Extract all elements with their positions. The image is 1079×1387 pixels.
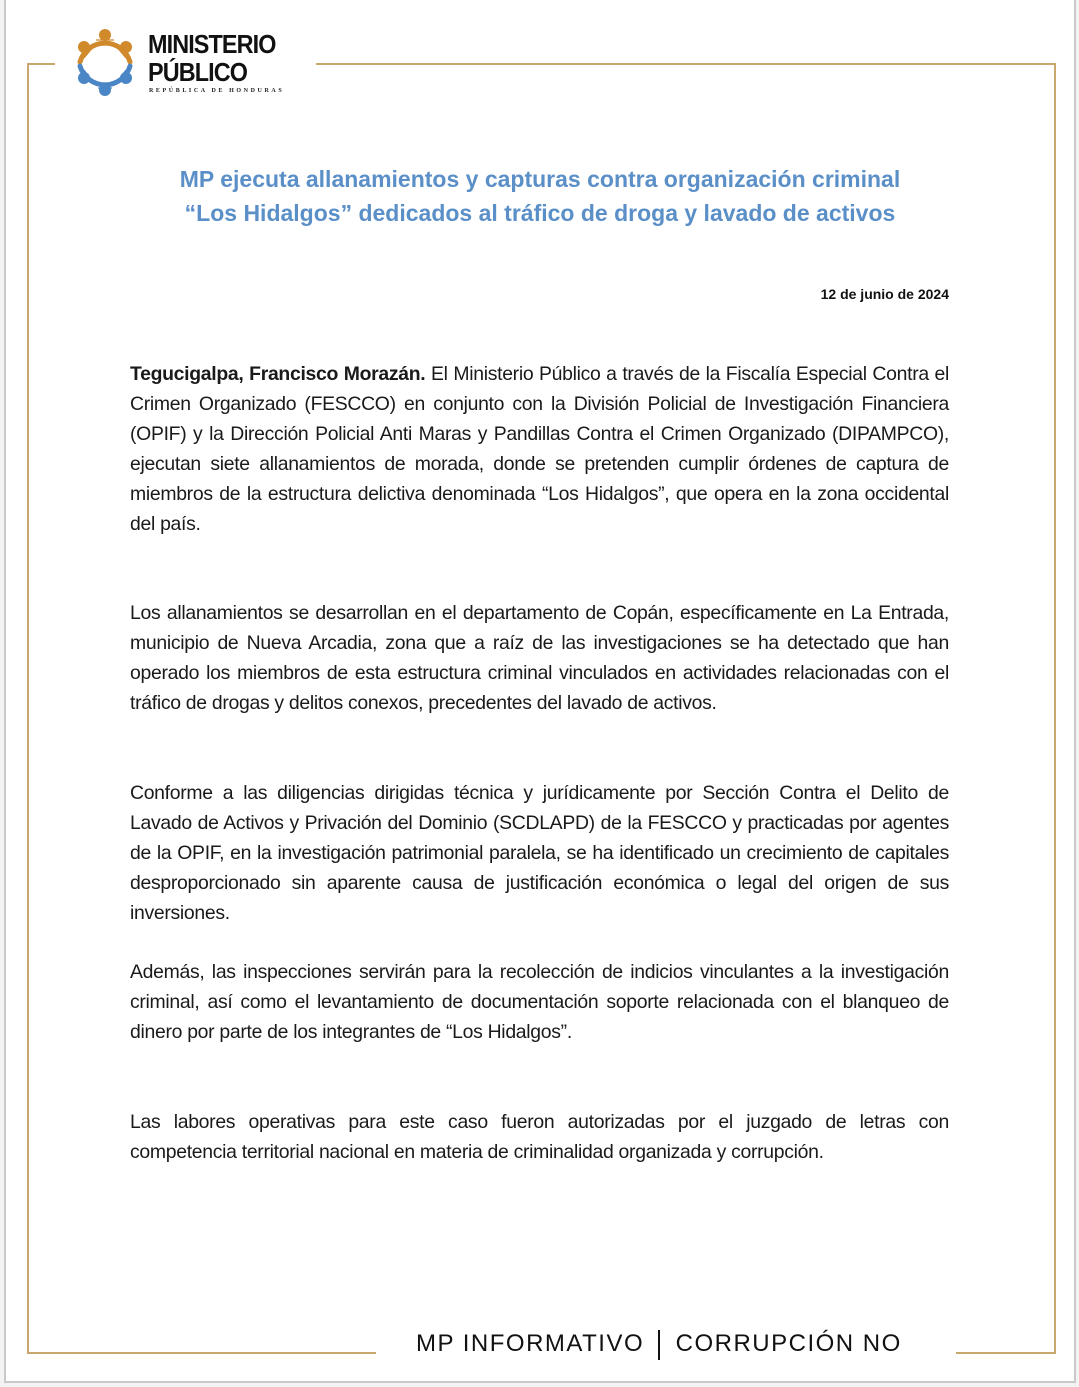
footer-left-text: MP INFORMATIVO	[416, 1330, 645, 1357]
paragraph-3: Conforme a las diligencias dirigidas técnica y jurídicamente por Sección Contra el Delito de Lavado de Activos y Privación del Dominio (SCDLAPD) de la FESCCO y practicadas por agentes de la OPIF, en la investigación patrimonial paralela, se ha identificado un crecimiento de capitales desproporcionado sin aparente causa de justificación económica o legal del origen de sus inversiones.	[130, 782, 949, 924]
frame-right-line	[1054, 63, 1056, 1354]
frame-top-left-line	[27, 63, 55, 65]
paragraph-lead: Tegucigalpa, Francisco Morazán.	[130, 363, 426, 385]
headline-line2: “Los Hidalgos” dedicados al tráfico de droga y lavado de activos	[184, 200, 896, 226]
paragraph-2: Los allanamientos se desarrollan en el departamento de Copán, específicamente en La Entrada, municipio de Nueva Arcadia, zona que a raíz de las investigaciones se ha detectado que han operado los miembros de esta estructura criminal vinculados en actividades relacionadas con el tráfico de drogas y delitos conexos, precedentes del lavado de activos.	[130, 602, 949, 714]
paragraph-1	[130, 359, 949, 539]
footer-divider	[658, 1330, 660, 1360]
brand-subtitle: REPÚBLICA DE HONDURAS	[149, 88, 285, 94]
paragraph-4: Además, las inspecciones servirán para la recolección de indicios vinculantes a la investigación criminal, así como el levantamiento de documentación soporte relacionada con el blanqueo de dinero por parte de los integrantes de “Los Hidalgos”.	[130, 961, 949, 1043]
publication-date: 12 de junio de 2024	[820, 286, 949, 302]
paragraph-5: Las labores operativas para este caso fueron autorizadas por el juzgado de letras con competencia territorial nacional en materia de criminalidad organizada y corrupción.	[130, 1111, 949, 1163]
footer-tagline	[416, 1328, 902, 1360]
brand-name-line1: MINISTERIO	[148, 29, 276, 59]
footer-right-text: CORRUPCIÓN NO	[675, 1330, 902, 1357]
paragraph-text: El Ministerio Público a través de la Fiscalía Especial Contra el Crimen Organizado (FESCCO) en conjunto con la División Policial de Investigación Financiera (OPIF) y la Dirección Policial Anti Maras y Pandillas Contra el Crimen Organizado (DIPAMPCO), ejecutan siete allanamientos de morada, donde se pretenden cumplir órdenes de captura de miembros de la estructura delictiva denominada “Los Hidalgos”, que opera en la zona occidental del país.	[130, 363, 949, 535]
headline-line1: MP ejecuta allanamientos y capturas contra organización criminal	[179, 166, 901, 192]
brand-name-line2: PÚBLICO	[148, 57, 247, 87]
frame-top-right-line	[316, 63, 1056, 65]
frame-bottom-right-line	[956, 1352, 1056, 1354]
frame-left-line	[27, 63, 29, 1354]
frame-bottom-left-line	[27, 1352, 376, 1354]
people-circle-logo-icon	[70, 28, 140, 100]
